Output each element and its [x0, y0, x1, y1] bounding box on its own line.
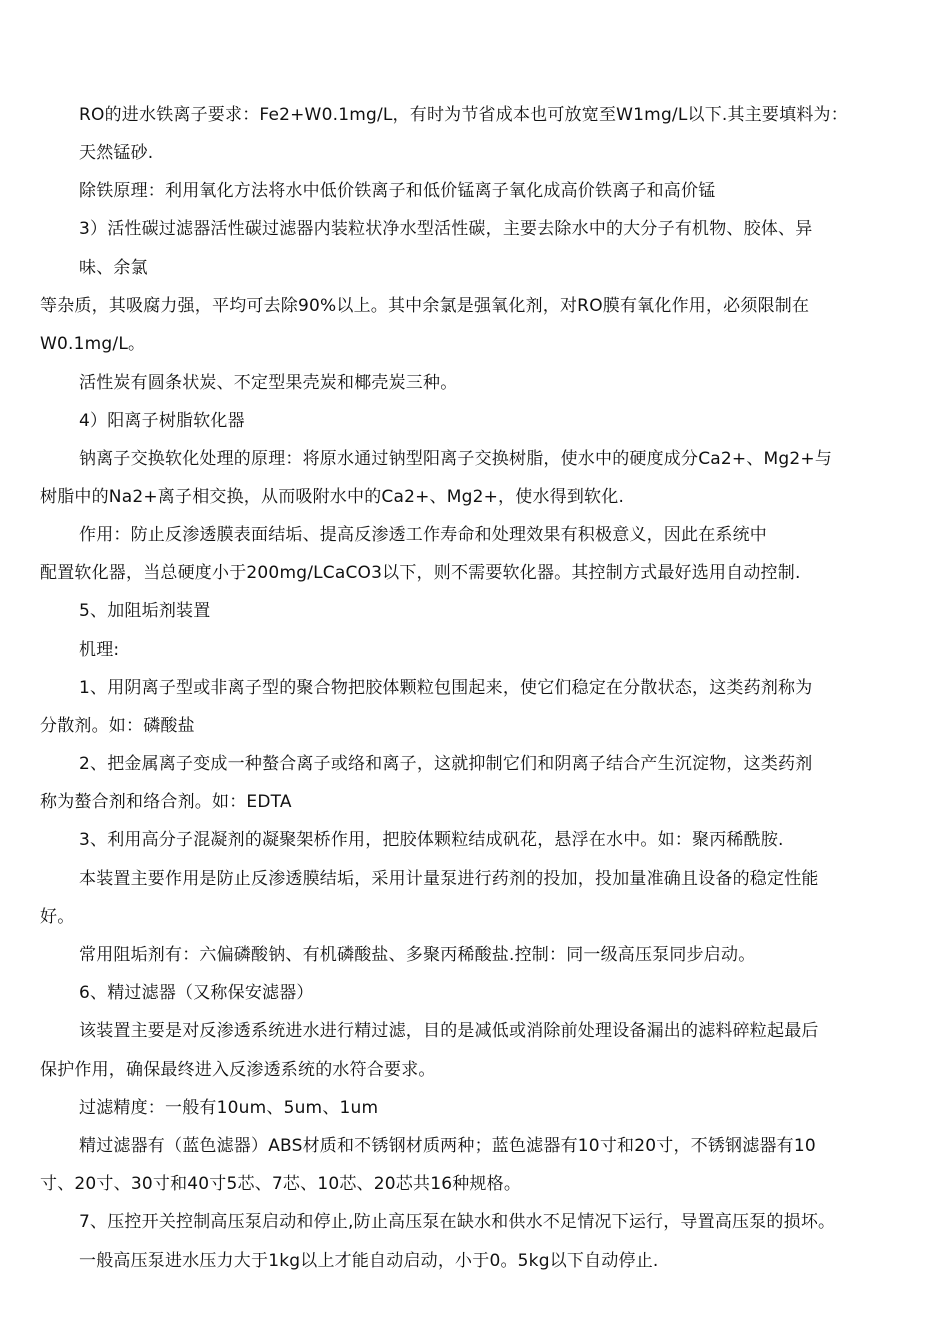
section-heading: 4）阳离子树脂软化器 [79, 411, 245, 431]
paragraph-line: 分散剂。如：磷酸盐 [40, 716, 195, 736]
paragraph-line: 精过滤器有（蓝色滤器）ABS材质和不锈钢材质两种；蓝色滤器有10寸和20寸，不锈钢滤器有10 [79, 1136, 816, 1156]
paragraph-line: 寸、20寸、30寸和40寸5芯、7芯、10芯、20芯共16种规格。 [40, 1174, 522, 1194]
paragraph-line: 活性炭有圆条状炭、不定型果壳炭和椰壳炭三种。 [79, 373, 458, 393]
paragraph-line: 味、余氯 [79, 258, 148, 278]
paragraph-line: 2、把金属离子变成一种螯合离子或络和离子，这就抑制它们和阴离子结合产生沉淀物，这类药剂 [79, 754, 813, 774]
paragraph-line: 一般高压泵进水压力大于1kg以上才能自动启动，小于0。5kg以下自动停止. [79, 1251, 659, 1271]
section-heading: 7、压控开关控制高压泵启动和停止,防止高压泵在缺水和供水不足情况下运行，导置高压泵的损坏。 [79, 1212, 836, 1232]
paragraph-line: 称为螯合剂和络合剂。如：EDTA [40, 792, 292, 812]
paragraph-line: 常用阻垢剂有：六偏磷酸钠、有机磷酸盐、多聚丙稀酸盐.控制：同一级高压泵同步启动。 [79, 945, 756, 965]
paragraph-line: 该装置主要是对反渗透系统进水进行精过滤，目的是减低或消除前处理设备漏出的滤料碎粒起最后 [79, 1021, 819, 1041]
paragraph-line: 钠离子交换软化处理的原理：将原水通过钠型阳离子交换树脂，使水中的硬度成分Ca2+、Mg2+与 [79, 449, 833, 469]
paragraph-line: 本装置主要作用是防止反渗透膜结垢，采用计量泵进行药剂的投加，投加量准确且设备的稳定性能 [79, 869, 819, 889]
section-heading: 5、加阻垢剂装置 [79, 601, 211, 621]
paragraph-line: 树脂中的Na2+离子相交换，从而吸附水中的Ca2+、Mg2+，使水得到软化. [40, 487, 625, 507]
paragraph-line: 3）活性碳过滤器活性碳过滤器内装粒状净水型活性碳，主要去除水中的大分子有机物、胶体、异 [79, 219, 813, 239]
paragraph-line: 等杂质，其吸腐力强，平均可去除90%以上。其中余氯是强氧化剂，对RO膜有氧化作用，必须限制在 [40, 296, 810, 316]
paragraph-line: 3、利用高分子混凝剂的凝聚架桥作用，把胶体颗粒结成矾花，悬浮在水中。如：聚丙稀酰胺. [79, 830, 784, 850]
section-heading: 6、精过滤器（又称保安滤器） [79, 983, 314, 1003]
paragraph-line: 保护作用，确保最终进入反渗透系统的水符合要求。 [40, 1060, 436, 1080]
paragraph-line: 1、用阴离子型或非离子型的聚合物把胶体颗粒包围起来，使它们稳定在分散状态，这类药剂称为 [79, 678, 813, 698]
paragraph-line: 除铁原理：利用氧化方法将水中低价铁离子和低价锰离子氧化成高价铁离子和高价锰 [79, 181, 716, 201]
paragraph-line: 天然锰砂. [79, 143, 154, 163]
paragraph-line: 好。 [40, 907, 75, 927]
paragraph-line: 机理: [79, 640, 120, 660]
paragraph-line: RO的进水铁离子要求：Fe2+W0.1mg/L，有时为节省成本也可放宽至W1mg/L以下.其主要填料为： [79, 105, 848, 125]
paragraph-line: 过滤精度：一般有10um、5um、1um [79, 1098, 379, 1118]
paragraph-line: W0.1mg/L。 [40, 334, 146, 354]
paragraph-line: 作用：防止反渗透膜表面结垢、提高反渗透工作寿命和处理效果有积极意义，因此在系统中 [79, 525, 767, 545]
paragraph-line: 配置软化器，当总硬度小于200mg/LCaCO3以下，则不需要软化器。其控制方式最好选用自动控制. [40, 563, 801, 583]
